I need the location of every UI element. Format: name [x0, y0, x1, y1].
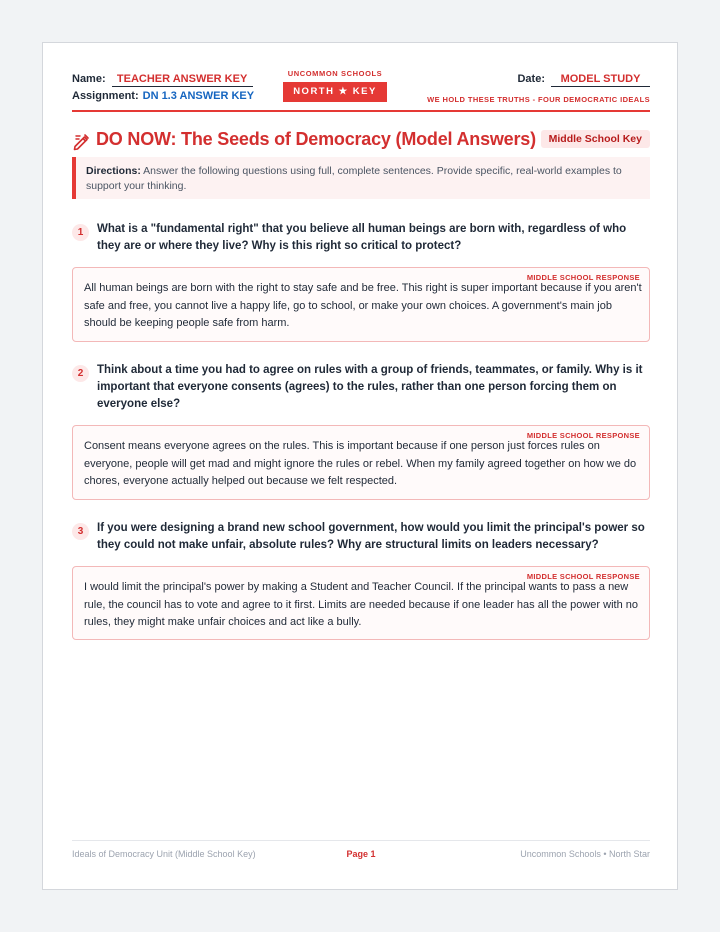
response-label: MIDDLE SCHOOL RESPONSE: [526, 273, 640, 282]
directions-label: Directions:: [86, 165, 141, 177]
date-field[interactable]: MODEL STUDY: [551, 73, 650, 87]
question-text: What is a "fundamental right" that you believe all human beings are born with, regardless of who they are or where they live? Why is this right so critical to protect?: [97, 223, 627, 252]
title-bar: [72, 129, 650, 155]
response-label: MIDDLE SCHOOL RESPONSE: [526, 572, 640, 581]
footer-divider: [72, 840, 650, 841]
header-right: [390, 69, 650, 104]
assignment-value: DN 1.3 ANSWER KEY: [142, 90, 255, 102]
school-name: UNCOMMON SCHOOLS: [287, 69, 383, 78]
school-badge: NORTH ★ KEY: [283, 82, 387, 102]
page-title: DO NOW: The Seeds of Democracy (Model Answers): [96, 129, 536, 149]
answer-box[interactable]: [72, 425, 650, 500]
directions-box: [72, 157, 650, 199]
question-text: If you were designing a brand new school government, how would you limit the principal's power so they could not make unfair, absolute rules? Why are structural limits on leaders necessary?: [97, 522, 645, 551]
page-footer: [72, 849, 650, 863]
date-label: Date:: [517, 73, 545, 85]
question-number: 1: [72, 224, 89, 241]
worksheet-header: [72, 69, 650, 113]
footer-school: Uncommon Schools • North Star: [520, 849, 650, 859]
assignment-row: [72, 90, 254, 102]
level-tag: Middle School Key: [541, 130, 650, 148]
pencil-icon: [72, 131, 92, 151]
assignment-label: Assignment:: [72, 90, 139, 102]
answer-box[interactable]: [72, 267, 650, 342]
answer-text: Consent means everyone agrees on the rules. This is important because if one person just forces rules on everyone, people will get mad and might ignore the rules or rebel. When my family agreed together on how we do chores, everyone actually helped out because we felt respected.: [84, 440, 637, 487]
header-divider: [72, 110, 650, 112]
footer-unit: Ideals of Democracy Unit (Middle School Key): [72, 849, 256, 859]
worksheet-page: [42, 42, 678, 890]
name-label: Name:: [72, 73, 106, 85]
name-row: [72, 73, 253, 87]
question-number: 2: [72, 365, 89, 382]
answer-box[interactable]: [72, 566, 650, 640]
answer-text: All human beings are born with the right to stay safe and be free. This right is super important because if you aren't safe and free, you cannot live a happy life, go to school, or make your own choices. A government's main job should be keeping people safe from harm.: [84, 282, 642, 329]
response-label: MIDDLE SCHOOL RESPONSE: [526, 431, 640, 440]
motto-text: WE HOLD THESE TRUTHS - FOUR DEMOCRATIC IDEALS: [427, 95, 650, 104]
page-number: Page 1: [346, 849, 376, 859]
date-row: [390, 73, 650, 87]
school-logo: [283, 69, 387, 102]
name-field[interactable]: TEACHER ANSWER KEY: [112, 73, 253, 87]
question-number: 3: [72, 523, 89, 540]
directions-text: Answer the following questions using full, complete sentences. Provide specific, real-world examples to support your thinking.: [86, 165, 622, 192]
answer-text: I would limit the principal's power by making a Student and Teacher Council. If the principal wants to pass a new rule, the council has to vote and agree to it first. Limits are needed because if one leader has all the power with no rules, they might make unfair choices and act like a bully.: [84, 581, 638, 628]
question-text: Think about a time you had to agree on rules with a group of friends, teammates, or family. Why is it important that everyone consents (agrees) to the rules, rather than one person forcing them on everyone else?: [97, 364, 643, 410]
